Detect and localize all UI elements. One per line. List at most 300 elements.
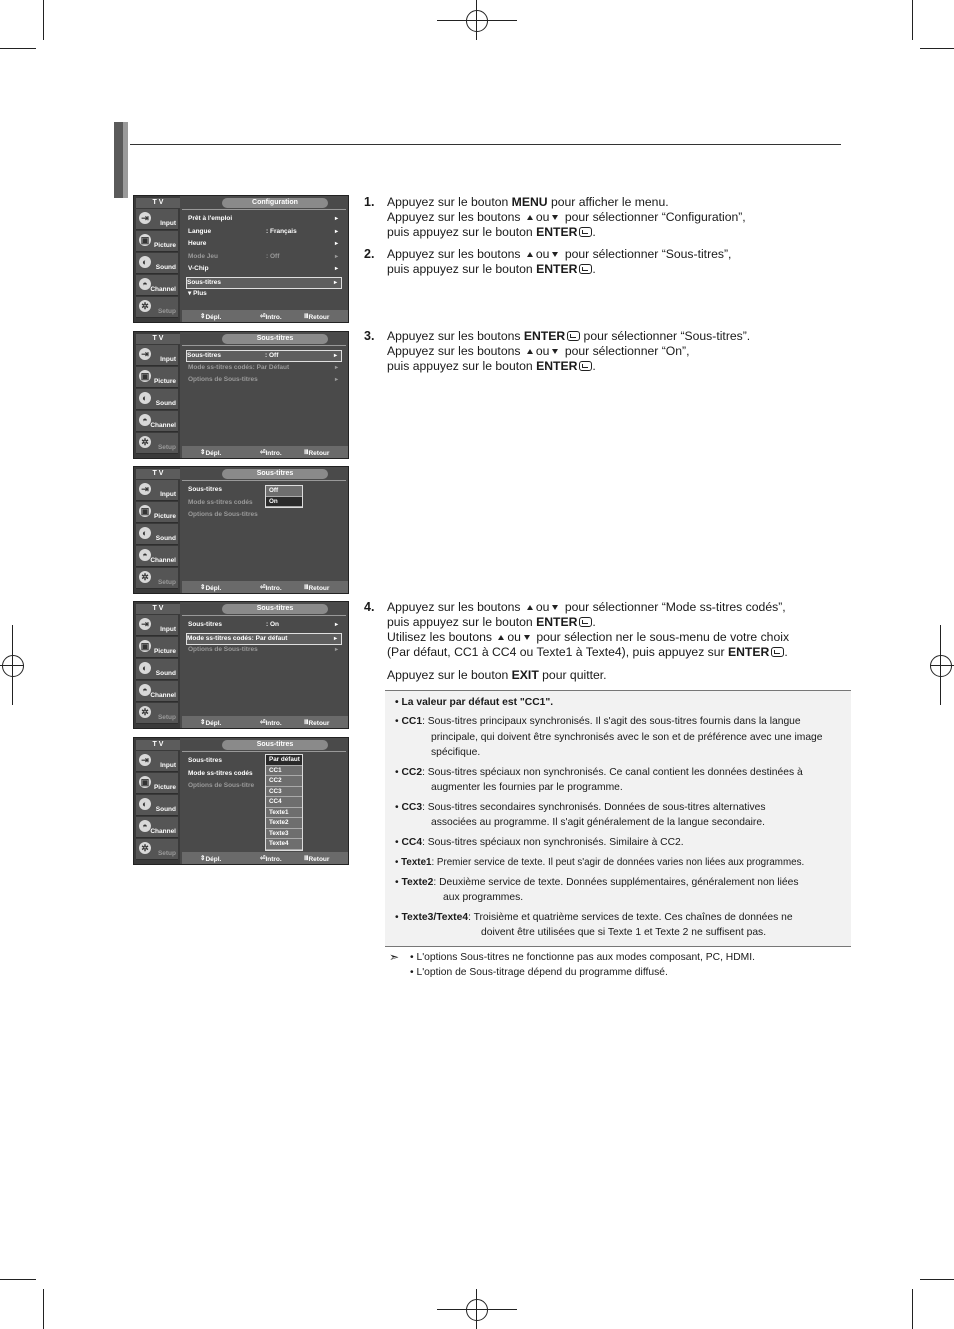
osd-menu-item[interactable] — [186, 277, 342, 289]
osd-nav-label: Setup — [157, 579, 176, 586]
down-arrow-icon — [552, 349, 558, 354]
osd-nav-label: Input — [160, 491, 176, 498]
osd-hint-text: Retour — [308, 720, 330, 727]
osd-item-label: Sous-titres — [188, 486, 222, 493]
note-key: CC1 — [401, 716, 423, 727]
osd-nav-input[interactable] — [136, 209, 178, 230]
osd-bottom-bar — [182, 581, 348, 593]
crop-mark — [912, 1289, 913, 1329]
osd-nav-channel[interactable] — [136, 275, 178, 296]
setup-icon: ✲ — [139, 436, 151, 448]
note-texte3-4: • Texte3/Texte4: Troisième et quatrième services de texte. Ces chaînes de données ne — [395, 912, 793, 923]
osd-menu-item[interactable] — [188, 252, 342, 262]
osd-return-hint: Ⅲ Retour — [304, 313, 330, 321]
osd-item-label: Mode ss-titres codés: Par Défaut — [188, 363, 290, 371]
input-icon: ⇥ — [139, 754, 151, 766]
osd-popup-option[interactable]: CC1 — [266, 766, 302, 777]
osd-nav-label: Picture — [153, 242, 176, 249]
step-text: Appuyez sur les boutons — [387, 600, 521, 614]
osd-nav-picture[interactable] — [136, 367, 178, 388]
crop-mark — [0, 48, 36, 49]
exit-key: EXIT — [511, 668, 539, 682]
step-text: . — [784, 645, 788, 659]
osd-item-label: Mode Jeu — [188, 252, 218, 260]
osd-nav-label: Input — [160, 356, 176, 363]
enter-key: ENTER — [523, 329, 566, 343]
chevron-right-icon: ▸ — [334, 253, 338, 260]
step-text: pour sélectionner “Mode ss-titres codés”, — [564, 600, 786, 614]
osd-menu-item[interactable] — [188, 620, 342, 630]
osd-enter-hint: ⏎ Intro. — [260, 719, 282, 727]
osd-move-hint: ⇕ Dépl. — [200, 449, 222, 457]
footnote: • L'options Sous-titres ne fonctionne pas aux modes composant, PC, HDMI. — [410, 952, 755, 963]
osd-menu-item[interactable] — [188, 645, 342, 655]
osd-hint-text: Retour — [308, 314, 330, 321]
osd-menu-item[interactable] — [188, 264, 342, 274]
step-text: . — [592, 225, 596, 239]
picture-icon: ▣ — [140, 506, 150, 516]
osd-move-hint: ⇕ Dépl. — [200, 855, 222, 863]
note-key: CC4 — [401, 837, 423, 848]
osd-menu-item[interactable] — [188, 363, 342, 373]
osd-move-hint: ⇕ Dépl. — [200, 719, 222, 727]
osd-menu-title: Sous-titres — [222, 740, 328, 750]
osd-return-hint: Ⅲ Retour — [304, 584, 330, 592]
setup-icon: ✲ — [139, 706, 151, 718]
osd-move-hint: ⇕ Dépl. — [200, 313, 222, 321]
osd-popup-option[interactable]: On — [266, 497, 302, 508]
channel-icon: ◓ — [139, 414, 151, 426]
osd-menu-item[interactable] — [188, 214, 342, 224]
notes-box — [385, 690, 851, 947]
step-text: puis appuyez sur le bouton — [387, 262, 537, 276]
step-text: pour sélectionner “Sous-titres”. — [580, 329, 751, 343]
step-text: puis appuyez sur le bouton — [387, 615, 537, 629]
osd-nav-setup[interactable] — [136, 433, 178, 454]
osd-nav-label: Input — [160, 762, 176, 769]
osd-tv-label: T V — [136, 198, 180, 208]
osd-nav-label: Sound — [155, 806, 176, 813]
chevron-right-icon: ▸ — [334, 622, 338, 628]
registration-line — [476, 1289, 477, 1329]
setup-icon: ✲ — [139, 300, 151, 312]
osd-hint-text: Retour — [308, 585, 330, 592]
osd-nav-input[interactable] — [136, 345, 178, 366]
step-text: Appuyez sur le bouton — [387, 195, 512, 209]
osd-nav-label: Channel — [150, 422, 176, 429]
osd-popup-list — [265, 754, 303, 851]
osd-nav-label: Input — [160, 220, 176, 227]
osd-nav-setup[interactable] — [136, 703, 178, 724]
enter-key: ENTER — [536, 225, 578, 239]
osd-menu-item[interactable] — [188, 375, 342, 385]
setup-icon: ✲ — [139, 842, 151, 854]
input-icon: ⇥ — [139, 483, 151, 495]
note-cc4: • CC4: Sous-titres spéciaux non synchronisés. Similaire à CC2. — [395, 837, 684, 848]
osd-item-value: : Off — [265, 352, 279, 359]
osd-bottom-bar — [182, 852, 348, 864]
osd-item-label: Mode ss-titres codés — [188, 498, 253, 506]
crop-mark — [43, 1289, 44, 1329]
osd-nav-label: Sound — [155, 670, 176, 677]
chevron-right-icon: ▸ — [334, 228, 338, 235]
picture-icon: ▣ — [140, 641, 150, 651]
header-bar-highlight — [123, 122, 128, 198]
note-key: CC2 — [401, 767, 423, 778]
osd-nav-label: Setup — [157, 444, 176, 451]
osd-menu-item[interactable] — [186, 350, 342, 362]
step-number: 1. — [364, 195, 375, 209]
osd-nav-label: Channel — [150, 692, 176, 699]
registration-mark — [930, 655, 952, 677]
osd-hint-text: Dépl. — [205, 314, 222, 321]
osd-hint-text: Intro. — [265, 856, 282, 863]
note-cc1: • CC1: Sous-titres principaux synchronisés. Il s'agit des sous-titres fournis dans la langue — [395, 716, 801, 727]
osd-nav-picture[interactable] — [136, 231, 178, 252]
osd-nav-input[interactable] — [136, 615, 178, 636]
osd-popup-option[interactable]: Texte1 — [266, 808, 302, 819]
osd-menu-title: Sous-titres — [222, 469, 328, 479]
default-note: • La valeur par défaut est "CC1". — [395, 697, 554, 708]
chevron-right-icon: ▸ — [334, 266, 338, 272]
chevron-right-icon: ▸ — [334, 364, 338, 371]
osd-nav-label: Sound — [155, 264, 176, 271]
osd-popup-option[interactable]: CC4 — [266, 797, 302, 808]
osd-nav-setup[interactable] — [136, 839, 178, 860]
step-text: . — [592, 262, 596, 276]
note-key: CC3 — [401, 802, 423, 813]
up-arrow-icon — [498, 635, 504, 640]
step-text: ou — [535, 344, 550, 358]
crop-mark — [920, 1279, 954, 1280]
osd-menu-item[interactable] — [188, 289, 342, 299]
step-text: pour quitter. — [538, 668, 607, 682]
step-text: pour sélectionner “Configuration”, — [564, 210, 746, 224]
up-arrow-icon — [527, 605, 533, 610]
setup-icon: ✲ — [139, 571, 151, 583]
note-text: : Sous-titres spéciaux non synchronisés. Similaire à CC2. — [422, 837, 684, 848]
note-text: augmenter les fournies par le programme. — [431, 782, 623, 793]
osd-enter-hint: ⏎ Intro. — [260, 313, 282, 321]
step-text: pour afficher le menu. — [547, 195, 669, 209]
crop-mark — [0, 1279, 36, 1280]
note-texte2: • Texte2: Deuxième service de texte. Données supplémentaires, généralement non liées — [395, 877, 799, 888]
osd-item-value: : Off — [266, 252, 280, 260]
osd-nav-input[interactable] — [136, 480, 178, 501]
osd-nav-label: Sound — [155, 400, 176, 407]
channel-icon: ◓ — [139, 549, 151, 561]
registration-line — [437, 20, 517, 21]
registration-line — [12, 625, 13, 705]
registration-mark — [466, 10, 488, 32]
osd-nav-picture[interactable] — [136, 502, 178, 523]
step-text: ou — [535, 600, 550, 614]
chevron-right-icon: ▸ — [333, 279, 337, 286]
registration-line — [940, 625, 941, 705]
osd-divider — [182, 615, 346, 616]
osd-hint-text: Dépl. — [205, 585, 222, 592]
down-arrow-icon — [552, 252, 558, 257]
step-number: 4. — [364, 600, 375, 614]
osd-item-label: Langue — [188, 227, 212, 235]
enter-icon — [579, 617, 592, 627]
registration-line — [930, 665, 954, 666]
input-icon: ⇥ — [139, 618, 151, 630]
osd-nav-label: Channel — [150, 828, 176, 835]
osd-nav-sound[interactable] — [136, 253, 178, 274]
osd-nav-label: Input — [160, 626, 176, 633]
osd-item-label: Sous-titres — [188, 621, 222, 628]
note-arrow-icon: ➣ — [389, 950, 400, 964]
input-icon: ⇥ — [139, 212, 151, 224]
sound-icon: ◐ — [139, 256, 151, 268]
step-text: ou — [535, 210, 550, 224]
osd-menu-item[interactable] — [188, 510, 342, 520]
sound-icon: ◐ — [139, 392, 151, 404]
step-text: . — [592, 359, 596, 373]
note-text: : Premier service de texte. Il peut s'agir de données varies non liées aux programmes. — [431, 857, 805, 868]
osd-divider — [182, 480, 346, 481]
osd-popup-option[interactable]: Texte2 — [266, 818, 302, 829]
down-arrow-icon — [552, 605, 558, 610]
up-arrow-icon — [527, 349, 533, 354]
osd-hint-text: Dépl. — [205, 856, 222, 863]
osd-popup-option[interactable]: CC3 — [266, 787, 302, 798]
enter-key: ENTER — [536, 615, 578, 629]
osd-tv-label: T V — [136, 469, 180, 479]
sound-icon: ◐ — [139, 662, 151, 674]
input-icon: ⇥ — [139, 348, 151, 360]
note-text: aux programmes. — [443, 892, 524, 903]
osd-popup-option[interactable]: Off — [266, 486, 302, 497]
enter-key: ENTER — [728, 645, 770, 659]
osd-move-hint: ⇕ Dépl. — [200, 584, 222, 592]
osd-item-label: V-Chip — [188, 265, 209, 272]
header-rule — [130, 144, 841, 145]
osd-nav-label: Picture — [153, 513, 176, 520]
crop-mark — [912, 0, 913, 40]
osd-item-label: Options de Sous-titres — [188, 511, 258, 518]
note-text: : Troisième et quatrième services de texte. Ces chaînes de données ne — [468, 912, 793, 923]
enter-icon — [567, 331, 580, 341]
osd-bottom-bar — [182, 446, 348, 458]
osd-hint-text: Dépl. — [205, 720, 222, 727]
note-key: Texte1 — [401, 857, 432, 868]
chevron-right-icon: ▸ — [334, 377, 338, 383]
enter-icon — [771, 647, 784, 657]
osd-nav-label: Sound — [155, 535, 176, 542]
note-text: : Deuxième service de texte. Données supplémentaires, généralement non liées — [433, 877, 799, 888]
osd-item-label: Sous-titres — [187, 278, 221, 286]
down-arrow-icon — [552, 215, 558, 220]
picture-icon: ▣ — [140, 235, 150, 245]
enter-icon — [579, 361, 592, 371]
osd-divider — [182, 345, 346, 346]
sound-icon: ◐ — [139, 798, 151, 810]
note-texte1: • Texte1: Premier service de texte. Il peut s'agir de données varies non liées aux programmes. — [395, 857, 805, 868]
registration-line — [437, 1309, 517, 1310]
osd-hint-text: Intro. — [265, 314, 282, 321]
osd-hint-text: Retour — [308, 450, 330, 457]
step-number: 2. — [364, 247, 375, 261]
chevron-right-icon: ▸ — [334, 241, 338, 247]
osd-nav-input[interactable] — [136, 751, 178, 772]
enter-key: ENTER — [536, 359, 578, 373]
osd-enter-hint: ⏎ Intro. — [260, 584, 282, 592]
osd-nav-channel[interactable] — [136, 546, 178, 567]
osd-tv-label: T V — [136, 604, 180, 614]
note-cc2: • CC2: Sous-titres spéciaux non synchronisés. Ce canal contient les données destinées à — [395, 767, 803, 778]
osd-popup-option[interactable]: Texte4 — [266, 839, 302, 850]
channel-icon: ◓ — [139, 684, 151, 696]
osd-menu-item[interactable] — [188, 227, 342, 237]
osd-popup-option[interactable]: CC2 — [266, 776, 302, 787]
osd-item-value: : Français — [266, 227, 297, 235]
step-text: ou — [507, 630, 521, 644]
osd-popup-option[interactable]: Par défaut — [266, 755, 302, 766]
note-text: : Sous-titres principaux synchronisés. Il s'agit des sous-titres fournis dans la langue — [422, 716, 801, 727]
step-text: pour sélectionner “Sous-titres”, — [564, 247, 732, 261]
step-text: Appuyez sur les boutons — [387, 247, 521, 261]
osd-nav-label: Channel — [150, 286, 176, 293]
osd-item-label: Options de Sous-titres — [188, 646, 258, 653]
osd-menu-title: Configuration — [222, 198, 328, 208]
osd-item-label: Prêt à l'emploi — [188, 215, 233, 222]
osd-divider — [182, 209, 346, 210]
osd-nav-picture[interactable] — [136, 637, 178, 658]
osd-return-hint: Ⅲ Retour — [304, 719, 330, 727]
osd-nav-label: Setup — [157, 850, 176, 857]
tv-menu-screen — [133, 195, 349, 323]
enter-key: ENTER — [536, 262, 578, 276]
osd-item-label: Mode ss-titres codés: Par défaut — [187, 634, 288, 642]
osd-hint-text: Intro. — [265, 585, 282, 592]
osd-tv-label: T V — [136, 740, 180, 750]
osd-nav-label: Picture — [153, 648, 176, 655]
osd-menu-title: Sous-titres — [222, 334, 328, 344]
osd-divider — [182, 751, 346, 752]
osd-menu-title: Sous-titres — [222, 604, 328, 614]
osd-nav-picture[interactable] — [136, 773, 178, 794]
step-text: Appuyez sur le bouton — [387, 668, 512, 682]
chevron-right-icon: ▸ — [334, 647, 338, 653]
channel-icon: ◓ — [139, 278, 151, 290]
menu-key: MENU — [511, 195, 548, 209]
step-text: Appuyez sur les boutons — [387, 344, 521, 358]
step-text: Utilisez les boutons — [387, 630, 492, 644]
osd-nav-label: Picture — [153, 784, 176, 791]
picture-icon: ▣ — [140, 371, 150, 381]
osd-return-hint: Ⅲ Retour — [304, 449, 330, 457]
osd-nav-setup[interactable] — [136, 297, 178, 318]
note-text: principale, qui doivent être synchronisés avec le son et de préférence avec une image — [431, 732, 823, 743]
osd-hint-text: Intro. — [265, 720, 282, 727]
down-arrow-icon — [524, 635, 530, 640]
osd-item-label: Sous-titres — [187, 352, 221, 359]
osd-nav-label: Setup — [157, 714, 176, 721]
osd-item-label: Mode ss-titres codés — [188, 769, 253, 777]
sound-icon: ◐ — [139, 527, 151, 539]
osd-item-label: Options de Sous-titre — [188, 782, 255, 789]
chevron-right-icon: ▸ — [333, 353, 337, 359]
osd-nav-label: Picture — [153, 378, 176, 385]
up-arrow-icon — [527, 215, 533, 220]
step-text: . — [592, 615, 596, 629]
tv-menu-screen — [133, 737, 349, 865]
step-text: puis appuyez sur le bouton — [387, 225, 537, 239]
step-text: pour sélection ner le sous-menu de votre choix — [536, 630, 790, 644]
osd-hint-text: Retour — [308, 856, 330, 863]
step-text: (Par défaut, CC1 à CC4 ou Texte1 à Texte4), puis appuyez sur — [387, 645, 728, 659]
registration-line — [476, 0, 477, 40]
osd-nav-setup[interactable] — [136, 568, 178, 589]
crop-mark — [920, 48, 954, 49]
osd-nav-channel[interactable] — [136, 411, 178, 432]
tv-menu-screen — [133, 331, 349, 459]
crop-mark — [43, 0, 44, 40]
registration-mark — [2, 655, 24, 677]
tv-menu-screen — [133, 601, 349, 729]
osd-enter-hint: ⏎ Intro. — [260, 449, 282, 457]
osd-tv-label: T V — [136, 334, 180, 344]
note-cc3: • CC3: Sous-titres secondaires synchronisés. Données de sous-titres alternatives — [395, 802, 766, 813]
osd-nav-label: Channel — [150, 557, 176, 564]
osd-nav-sound[interactable] — [136, 524, 178, 545]
osd-hint-text: Dépl. — [205, 450, 222, 457]
step-text: Appuyez sur les boutons — [387, 210, 521, 224]
osd-nav-sound[interactable] — [136, 795, 178, 816]
note-key: Texte3/Texte4 — [401, 912, 469, 923]
osd-nav-sound[interactable] — [136, 389, 178, 410]
osd-item-label: Heure — [188, 240, 207, 247]
step-text: ou — [535, 247, 550, 261]
osd-item-value: : On — [266, 621, 279, 628]
registration-mark — [466, 1299, 488, 1321]
footnote: • L'option de Sous-titrage dépend du programme diffusé. — [410, 967, 668, 978]
osd-nav-channel[interactable] — [136, 681, 178, 702]
osd-item-label: Options de Sous-titres — [188, 376, 258, 383]
picture-icon: ▣ — [140, 777, 150, 787]
osd-menu-item[interactable] — [188, 239, 342, 249]
channel-icon: ◓ — [139, 820, 151, 832]
note-text: spécifique. — [431, 747, 481, 758]
chevron-right-icon: ▸ — [333, 635, 337, 642]
osd-enter-hint: ⏎ Intro. — [260, 855, 282, 863]
osd-nav-label: Setup — [157, 308, 176, 315]
note-key: Texte2 — [401, 877, 434, 888]
note-text: : Sous-titres secondaires synchronisés. Données de sous-titres alternatives — [422, 802, 766, 813]
osd-nav-channel[interactable] — [136, 817, 178, 838]
step-text: puis appuyez sur le bouton — [387, 359, 537, 373]
up-arrow-icon — [527, 252, 533, 257]
enter-icon — [579, 264, 592, 274]
note-text: associées au programme. Il s'agit généralement de la langue secondaire. — [431, 817, 765, 828]
osd-nav-sound[interactable] — [136, 659, 178, 680]
tv-menu-screen — [133, 466, 349, 594]
osd-item-label: ▾ Plus — [188, 290, 207, 297]
note-text: doivent être utilisées que si Texte 1 et Texte 2 ne suffisent pas. — [481, 927, 767, 938]
osd-item-label: Sous-titres — [188, 757, 222, 764]
note-text: : Sous-titres spéciaux non synchronisés. Ce canal contient les données destinées à — [422, 767, 803, 778]
enter-icon — [579, 227, 592, 237]
osd-menu-item[interactable] — [186, 633, 342, 645]
osd-bottom-bar — [182, 716, 348, 728]
osd-hint-text: Intro. — [265, 450, 282, 457]
osd-popup-option[interactable]: Texte3 — [266, 829, 302, 840]
step-text: Appuyez sur les boutons — [387, 329, 524, 343]
osd-bottom-bar — [182, 310, 348, 322]
step-text: pour sélectionner “On”, — [564, 344, 690, 358]
